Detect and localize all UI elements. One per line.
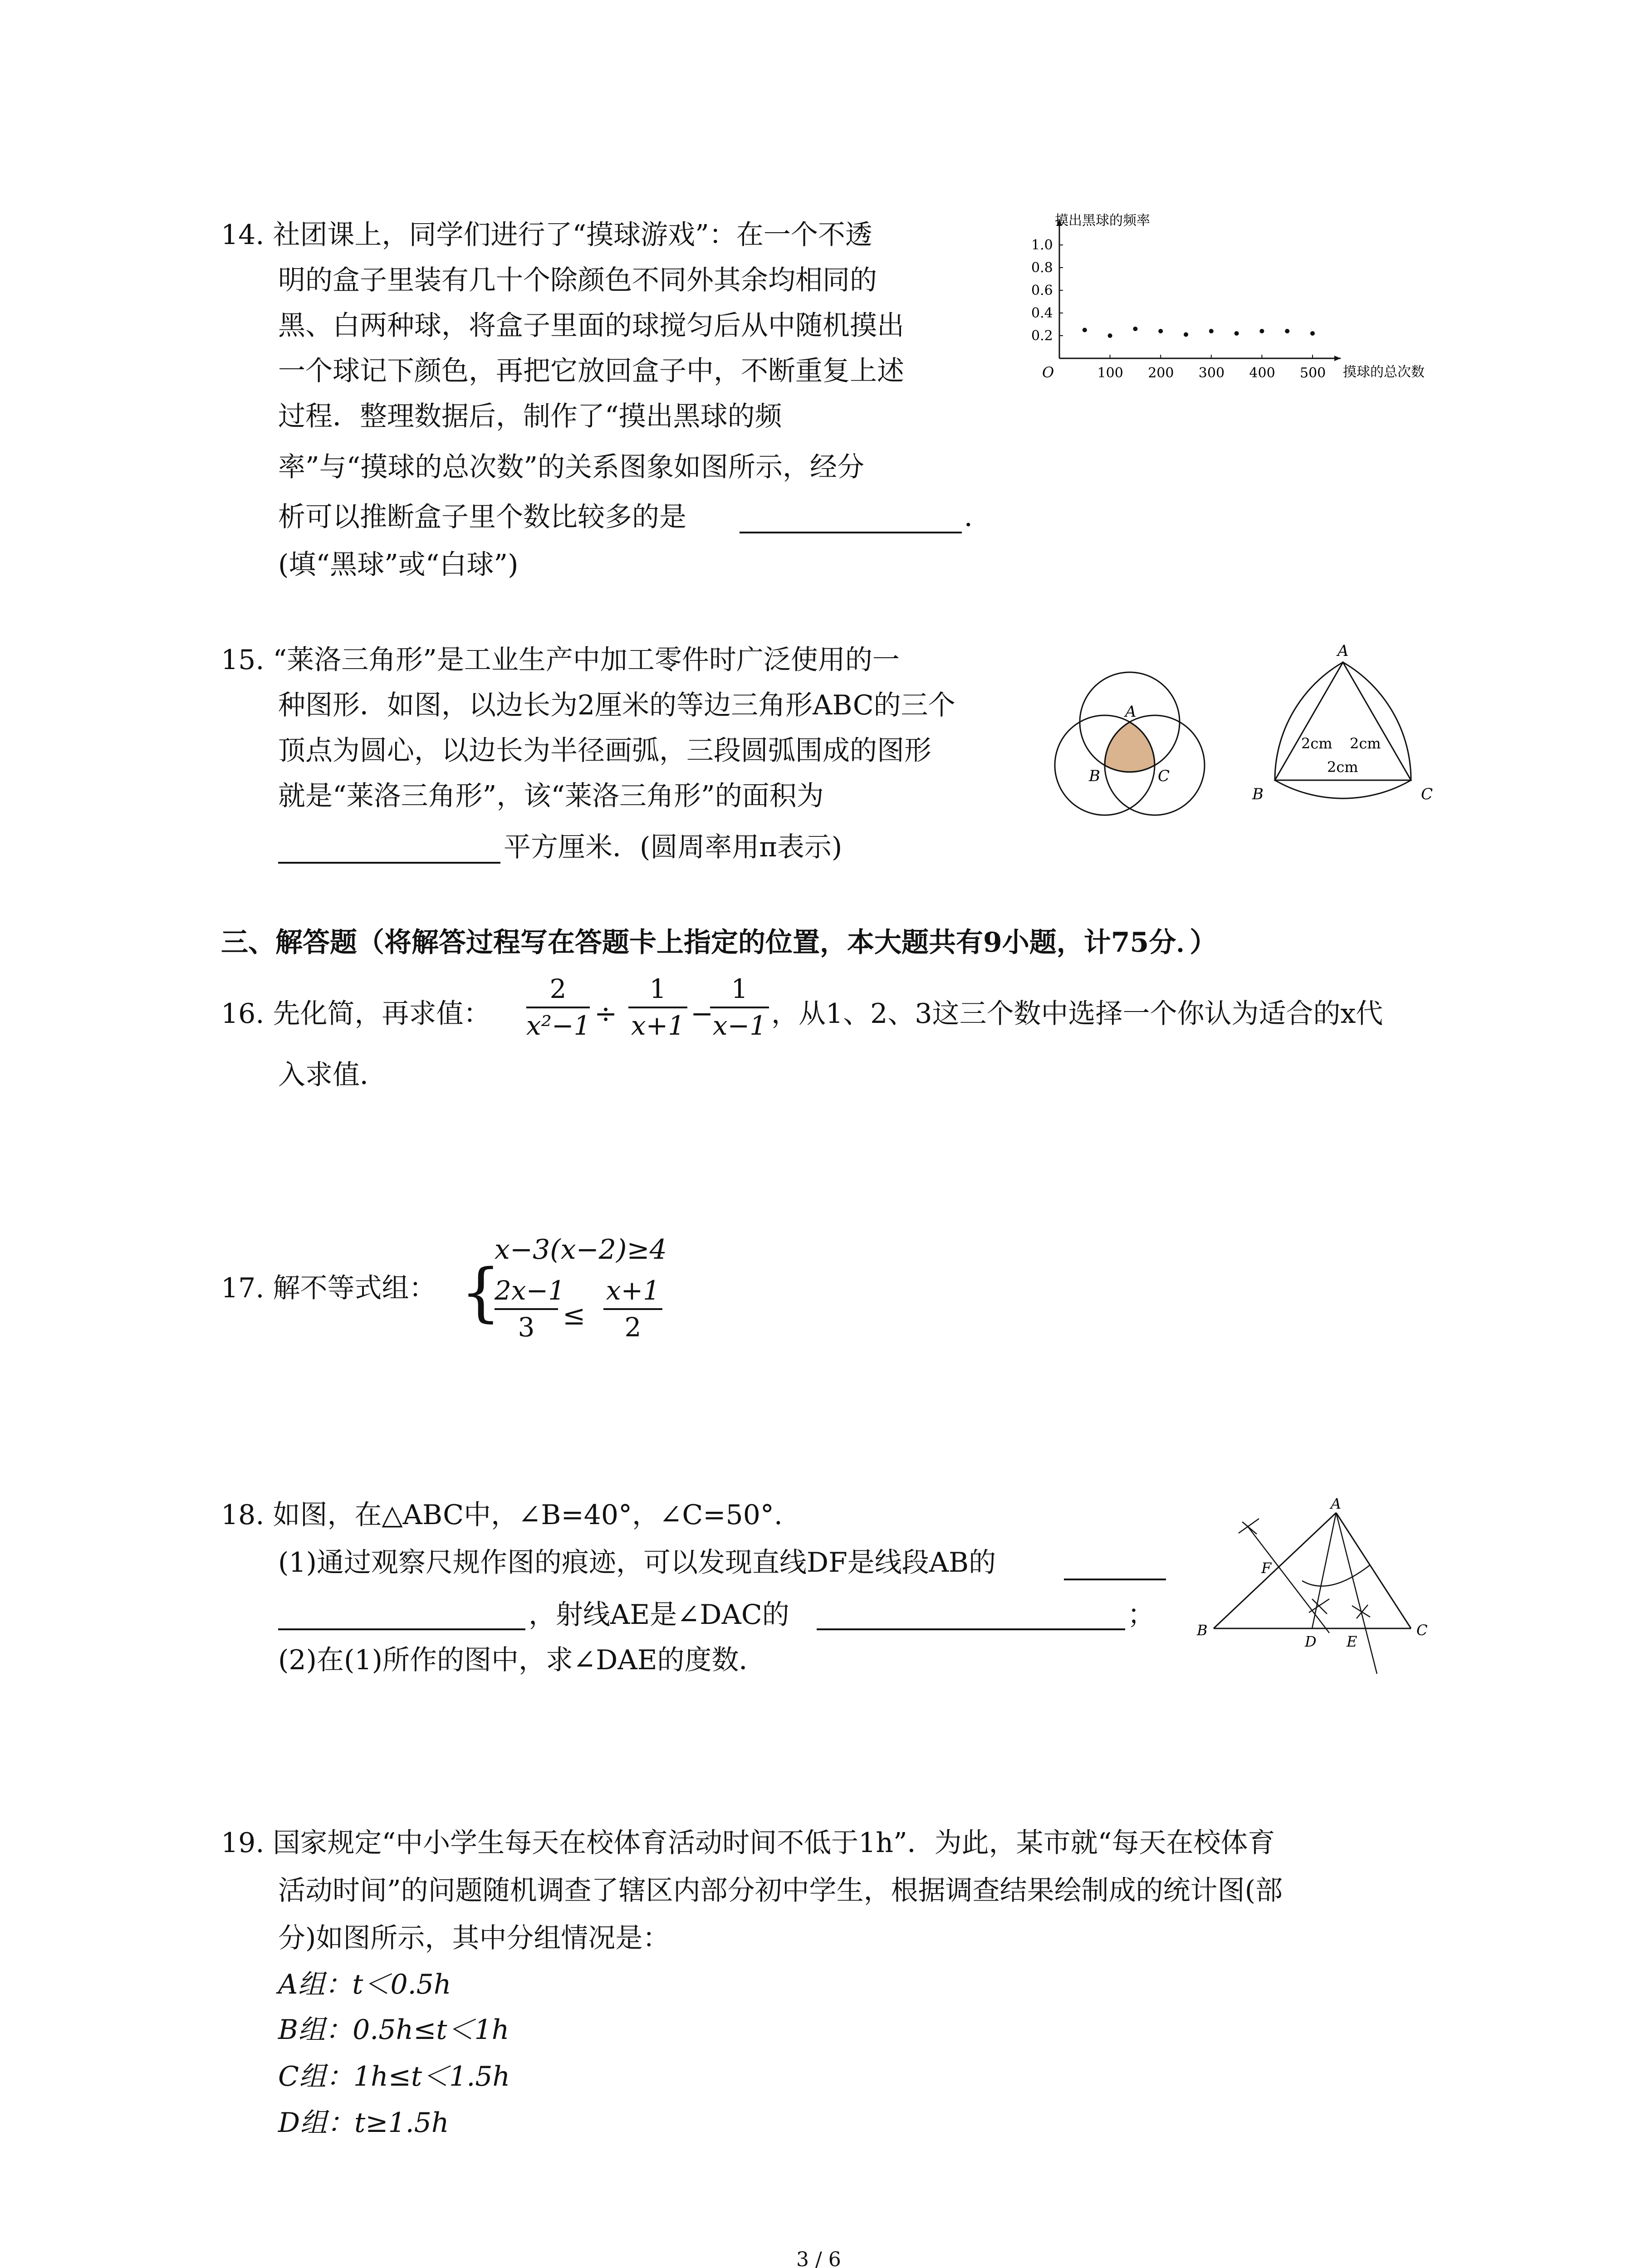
q14-answer-blank[interactable]: [740, 532, 962, 533]
fraction-denominator: x−1: [712, 1010, 767, 1041]
fraction-bar: [526, 1007, 590, 1008]
q19-line: 19. 国家规定“中小学生每天在校体育活动时间不低于1h”．为此，某市就“每天在校体育: [221, 1827, 1275, 1859]
q14-line: 过程．整理数据后，制作了“摸出黑球的频: [278, 401, 782, 432]
y-tick-label: 0.2: [1031, 328, 1053, 344]
q19-group-b: B组：0.5h≤t＜1h: [278, 2014, 509, 2046]
q17-inequality-1: x−3(x−2)≥4: [495, 1234, 667, 1266]
label-a: A: [1125, 703, 1136, 721]
label-c: C: [1158, 767, 1170, 785]
data-point: [1259, 329, 1264, 333]
reuleaux-circles-figure: [1043, 653, 1216, 816]
fraction-denominator: x+1: [631, 1010, 685, 1041]
data-point: [1083, 328, 1087, 332]
q19-group-a: A组：t＜0.5h: [278, 1969, 451, 2000]
q14-line: 14. 社团课上，同学们进行了“摸球游戏”：在一个不透: [221, 219, 872, 251]
q18-answer-blank-2[interactable]: [817, 1628, 1125, 1630]
construction-arc-mark-top: [1239, 1519, 1259, 1534]
system-brace: {: [460, 1256, 501, 1330]
label-a: A: [1331, 1497, 1342, 1512]
fraction-bar: [628, 1007, 687, 1008]
frequency-chart: [1012, 213, 1447, 413]
q18-answer-blank-1a[interactable]: [1064, 1579, 1166, 1580]
q18-line3b: ；: [1127, 1599, 1155, 1631]
data-point: [1133, 327, 1137, 331]
q16-line2: 入求值．: [278, 1059, 387, 1091]
data-point: [1209, 329, 1214, 333]
data-point: [1285, 329, 1289, 333]
side-label-ab: 2cm: [1301, 735, 1332, 752]
data-point: [1158, 329, 1163, 333]
q15-line: 15. “莱洛三角形”是工业生产中加工零件时广泛使用的一: [221, 644, 900, 676]
fraction-denominator: 2: [624, 1311, 642, 1343]
x-tick-label: 400: [1249, 365, 1275, 381]
label-b: B: [1252, 785, 1264, 803]
q17-fraction-left: [495, 1275, 565, 1343]
fraction-bar: [495, 1308, 558, 1310]
page-number: 3 / 6: [796, 2248, 841, 2268]
y-axis-label: 摸出黑球的频率: [1055, 213, 1150, 229]
data-point: [1234, 331, 1239, 336]
q16-fraction-2: [628, 975, 687, 1040]
q16-minus-sign: −: [691, 998, 714, 1030]
fraction-numerator: 2x−1: [495, 1275, 565, 1306]
section-3-title: 三、解答题（将解答过程写在答题卡上指定的位置，本大题共有9小题，计75分．）: [221, 927, 1217, 958]
reuleaux-triangle-figure: [1234, 640, 1461, 812]
triangle-construction-figure: [1193, 1497, 1447, 1678]
fraction-numerator: 1: [731, 973, 748, 1004]
q18-line3a: ，射线AE是∠DAC的: [529, 1599, 789, 1631]
side-ac: [1336, 1513, 1411, 1628]
side-ab: [1214, 1513, 1336, 1628]
label-c: C: [1416, 1622, 1428, 1639]
construction-arc-mark-right: [1352, 1605, 1370, 1618]
y-tick-label: 0.8: [1031, 260, 1053, 276]
q15-line: 就是“莱洛三角形”，该“莱洛三角形”的面积为: [278, 780, 824, 812]
side-label-ac: 2cm: [1350, 735, 1381, 752]
q15-answer-blank[interactable]: [278, 862, 500, 864]
label-e: E: [1347, 1633, 1357, 1650]
construction-arc-mark-bottom: [1309, 1599, 1329, 1614]
label-d: D: [1305, 1633, 1317, 1650]
x-axis-label: 摸球的总次数: [1343, 364, 1425, 380]
q14-line: 一个球记下颜色，再把它放回盒子中，不断重复上述: [278, 355, 904, 387]
label-b: B: [1197, 1622, 1208, 1639]
x-axis-arrow: [1334, 356, 1341, 361]
q14-line: 率”与“摸球的总次数”的关系图象如图所示，经分: [278, 451, 865, 483]
q19-group-c: C组：1h≤t＜1.5h: [278, 2061, 510, 2092]
fraction-denominator: x²−1: [526, 1010, 591, 1041]
q18-line1: 18. 如图，在△ABC中，∠B=40°，∠C=50°.: [221, 1499, 783, 1531]
fraction-bar: [710, 1007, 769, 1008]
x-tick-label: 500: [1300, 365, 1326, 381]
label-a: A: [1337, 642, 1349, 660]
reuleaux-shaded-region: [1105, 722, 1155, 772]
q17-relation: ≤: [563, 1300, 586, 1331]
x-tick-label: 200: [1148, 365, 1174, 381]
y-tick-label: 0.4: [1031, 305, 1053, 321]
q16-fraction-3: [710, 975, 769, 1040]
q15-line: 种图形．如图，以边长为2厘米的等边三角形ABC的三个: [278, 689, 955, 721]
data-point: [1310, 331, 1315, 336]
q18-line2: (1)通过观察尺规作图的痕迹，可以发现直线DF是线段AB的: [278, 1547, 996, 1579]
fraction-bar: [603, 1308, 662, 1310]
q18-answer-blank-1b[interactable]: [278, 1628, 525, 1630]
q16-suffix: ，从1、2、3这三个数中选择一个你认为适合的x代: [771, 998, 1383, 1030]
data-point: [1184, 332, 1188, 337]
perpendicular-bisector-df: [1248, 1526, 1329, 1633]
fraction-numerator: 2: [549, 973, 567, 1004]
q17-prefix: 17. 解不等式组：: [221, 1272, 436, 1304]
q14-line: 黑、白两种球，将盒子里面的球搅匀后从中随机摸出: [278, 310, 904, 342]
label-f: F: [1261, 1559, 1272, 1577]
q14-line: (填“黑球”或“白球”): [278, 549, 519, 581]
q19-line: 活动时间”的问题随机调查了辖区内部分初中学生，根据调查结果绘制成的统计图(部: [278, 1875, 1283, 1906]
fraction-denominator: 3: [518, 1311, 535, 1343]
q19-line: 分)如图所示，其中分组情况是：: [278, 1922, 670, 1954]
q16-fraction-1: [526, 975, 590, 1040]
q14-line: 明的盒子里装有几十个除颜色不同外其余均相同的: [278, 264, 877, 296]
construction-arc: [1302, 1565, 1370, 1586]
origin-label: O: [1042, 364, 1054, 381]
q15-line: 平方厘米．(圆周率用π表示): [504, 831, 843, 863]
q16-prefix: 16. 先化简，再求值：: [221, 998, 491, 1030]
reuleaux-outline: [1275, 662, 1411, 798]
y-tick-label: 0.6: [1031, 283, 1053, 298]
q17-fraction-right: [603, 1277, 662, 1341]
q16-divide-sign: ÷: [594, 998, 617, 1030]
label-c: C: [1421, 785, 1433, 803]
data-point: [1108, 333, 1112, 338]
fraction-numerator: 1: [649, 973, 666, 1004]
label-b: B: [1089, 767, 1100, 785]
fraction-numerator: x+1: [606, 1275, 660, 1306]
x-tick-label: 300: [1198, 365, 1225, 381]
q19-group-d: D组：t≥1.5h: [278, 2107, 449, 2139]
q14-line: 析可以推断盒子里个数比较多的是: [278, 501, 686, 533]
side-label-bc: 2cm: [1327, 758, 1358, 776]
q15-line: 顶点为圆心，以边长为半径画弧，三段圆弧围成的图形: [278, 735, 931, 767]
q14-end-mark: ．: [964, 501, 991, 533]
x-tick-label: 100: [1097, 365, 1123, 381]
y-tick-label: 1.0: [1031, 237, 1053, 253]
q18-line4: (2)在(1)所作的图中，求∠DAE的度数．: [278, 1644, 766, 1676]
